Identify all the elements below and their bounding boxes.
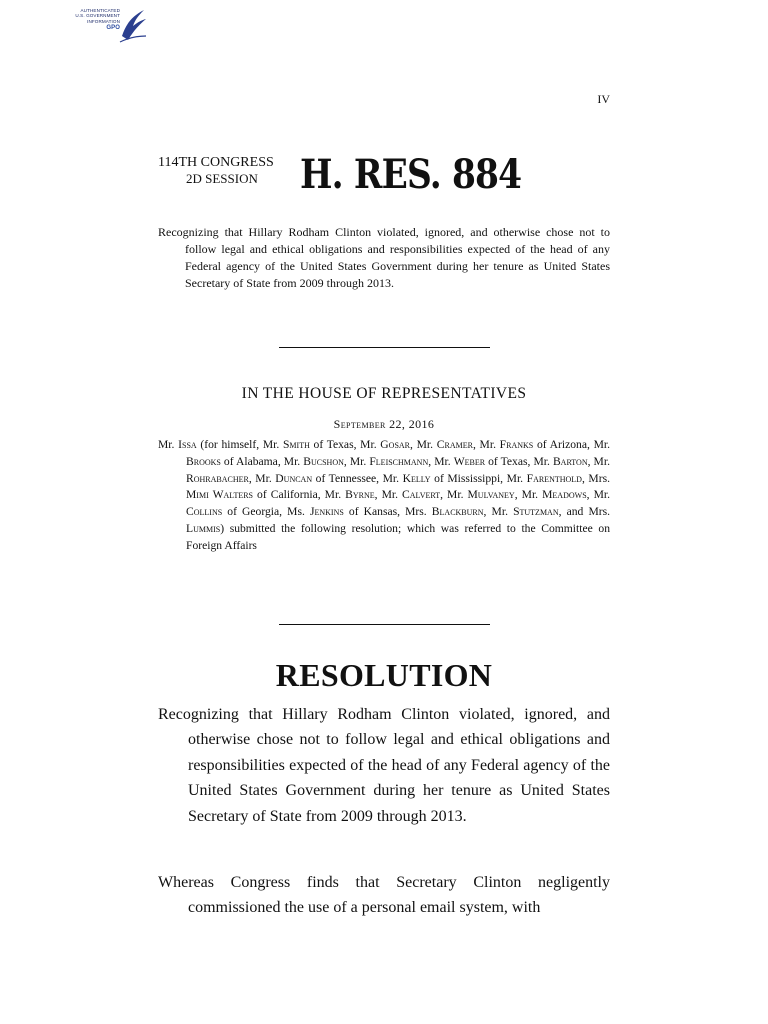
sponsor-text: , Mr. (410, 438, 437, 451)
sponsor-text: Mr. (158, 438, 179, 451)
sponsor-text: of Texas, Mr. (485, 454, 553, 468)
sponsor-text: of Texas, Mr. (309, 438, 381, 451)
gpo-logo-text (62, 8, 120, 32)
sponsor-name: Franks (499, 438, 534, 451)
sponsor-text: , and Mrs. (558, 505, 611, 519)
sponsor-text: of Kansas, Mrs. (343, 505, 432, 519)
page-marker: IV (597, 92, 610, 106)
sponsor-text: , Mr. (587, 454, 610, 468)
sponsor-name: Collins (186, 505, 223, 519)
sponsor-text: , Mr. (440, 488, 468, 502)
sponsor-text: of Arizona, Mr. (533, 438, 611, 451)
sponsor-text: , Mr. (514, 488, 543, 502)
sponsor-name: Cramer (436, 438, 473, 451)
sponsor-name: Meadows (542, 488, 587, 502)
gpo-logo-line: U.S. GOVERNMENT (75, 13, 120, 19)
sponsor-text: ) submitted the following resolution; which was referred to the Committee on Foreign Affairs (186, 521, 610, 552)
sponsor-name: Duncan (275, 471, 313, 485)
sponsor-text: , Mr. (343, 454, 370, 468)
resolution-title: RESOLUTION (275, 657, 493, 693)
eagle-icon (118, 6, 148, 46)
divider-rule (279, 347, 490, 348)
sponsor-text: , Mr. (586, 488, 610, 502)
sponsor-text: of Mississippi, Mr. (430, 471, 527, 485)
congress-label: 114TH CONGRESS (158, 155, 274, 170)
bill-number: H. RES. 884 (300, 151, 522, 198)
sponsor-name: Rohrabacher (186, 471, 249, 485)
sponsor-text: , Mr. (472, 438, 500, 451)
sponsor-name: Smith (282, 438, 310, 451)
divider-rule (279, 624, 490, 625)
gpo-logo-line: AUTHENTICATED (80, 8, 120, 13)
sponsor-name: Byrne (345, 488, 375, 502)
sponsor-name: Brooks (186, 454, 221, 468)
sponsor-name: Stutzman (513, 505, 559, 519)
chamber-heading: IN THE HOUSE OF REPRESENTATIVES (241, 385, 527, 402)
sponsor-name: Kelly (402, 471, 431, 485)
sponsor-text: , Mrs. (581, 471, 610, 485)
gpo-logo-line: INFORMATION (87, 18, 120, 24)
sponsor-name: Blackburn (431, 505, 484, 519)
sponsor-name: Barton (552, 454, 588, 468)
gpo-logo-abbr: GPO (106, 25, 120, 32)
congress-session-block (158, 155, 274, 187)
sponsor-text: , Mr. (483, 505, 514, 519)
bill-summary: Recognizing that Hillary Rodham Clinton violated, ignored, and otherwise chose not to follow legal and ethical obligations and responsibilities expected of the head of any Federal agency of the United States Government during her tenure as United States Secretary of State from 2009 through 2013. (158, 225, 610, 290)
sponsor-name: Mimi Walters (186, 488, 254, 502)
sponsor-text: of Alabama, Mr. (220, 454, 304, 468)
sponsor-text: , Mr. (428, 454, 454, 468)
session-label: 2D SESSION (186, 171, 258, 186)
sponsor-text: of Tennessee, Mr. (312, 471, 403, 485)
whereas-clause: Whereas Congress finds that Secretary Clinton negligently commissioned the use of a personal email system, with (158, 874, 610, 917)
sponsor-text: , Mr. (248, 471, 276, 485)
sponsor-name: Fleischmann (369, 454, 429, 468)
sponsor-name: Jenkins (309, 505, 344, 519)
sponsor-text: of California, Mr. (253, 488, 346, 502)
introduction-date: September 22, 2016 (333, 417, 435, 431)
sponsor-name: Mulvaney (467, 488, 515, 502)
gpo-authentication-logo (62, 6, 146, 46)
sponsor-name: Calvert (402, 488, 441, 502)
sponsor-text: of Georgia, Ms. (222, 505, 310, 519)
sponsor-name: Lummis (186, 521, 221, 535)
sponsor-text: (for himself, Mr. (196, 438, 283, 451)
sponsor-name: Issa (178, 438, 197, 451)
sponsors-paragraph (158, 437, 610, 555)
sponsor-text: , Mr. (374, 488, 403, 502)
sponsor-name: Bucshon (303, 454, 344, 468)
sponsor-name: Farenthold (526, 471, 582, 485)
sponsor-name: Weber (453, 454, 486, 468)
resolution-recital: Recognizing that Hillary Rodham Clinton violated, ignored, and otherwise chose not to follow legal and ethical obligations and responsibilities expected of the head of any Federal agency of the United States Government during her tenure as United States Secretary of State from 2009 through 2013. (158, 706, 610, 825)
sponsor-name: Gosar (380, 438, 411, 451)
